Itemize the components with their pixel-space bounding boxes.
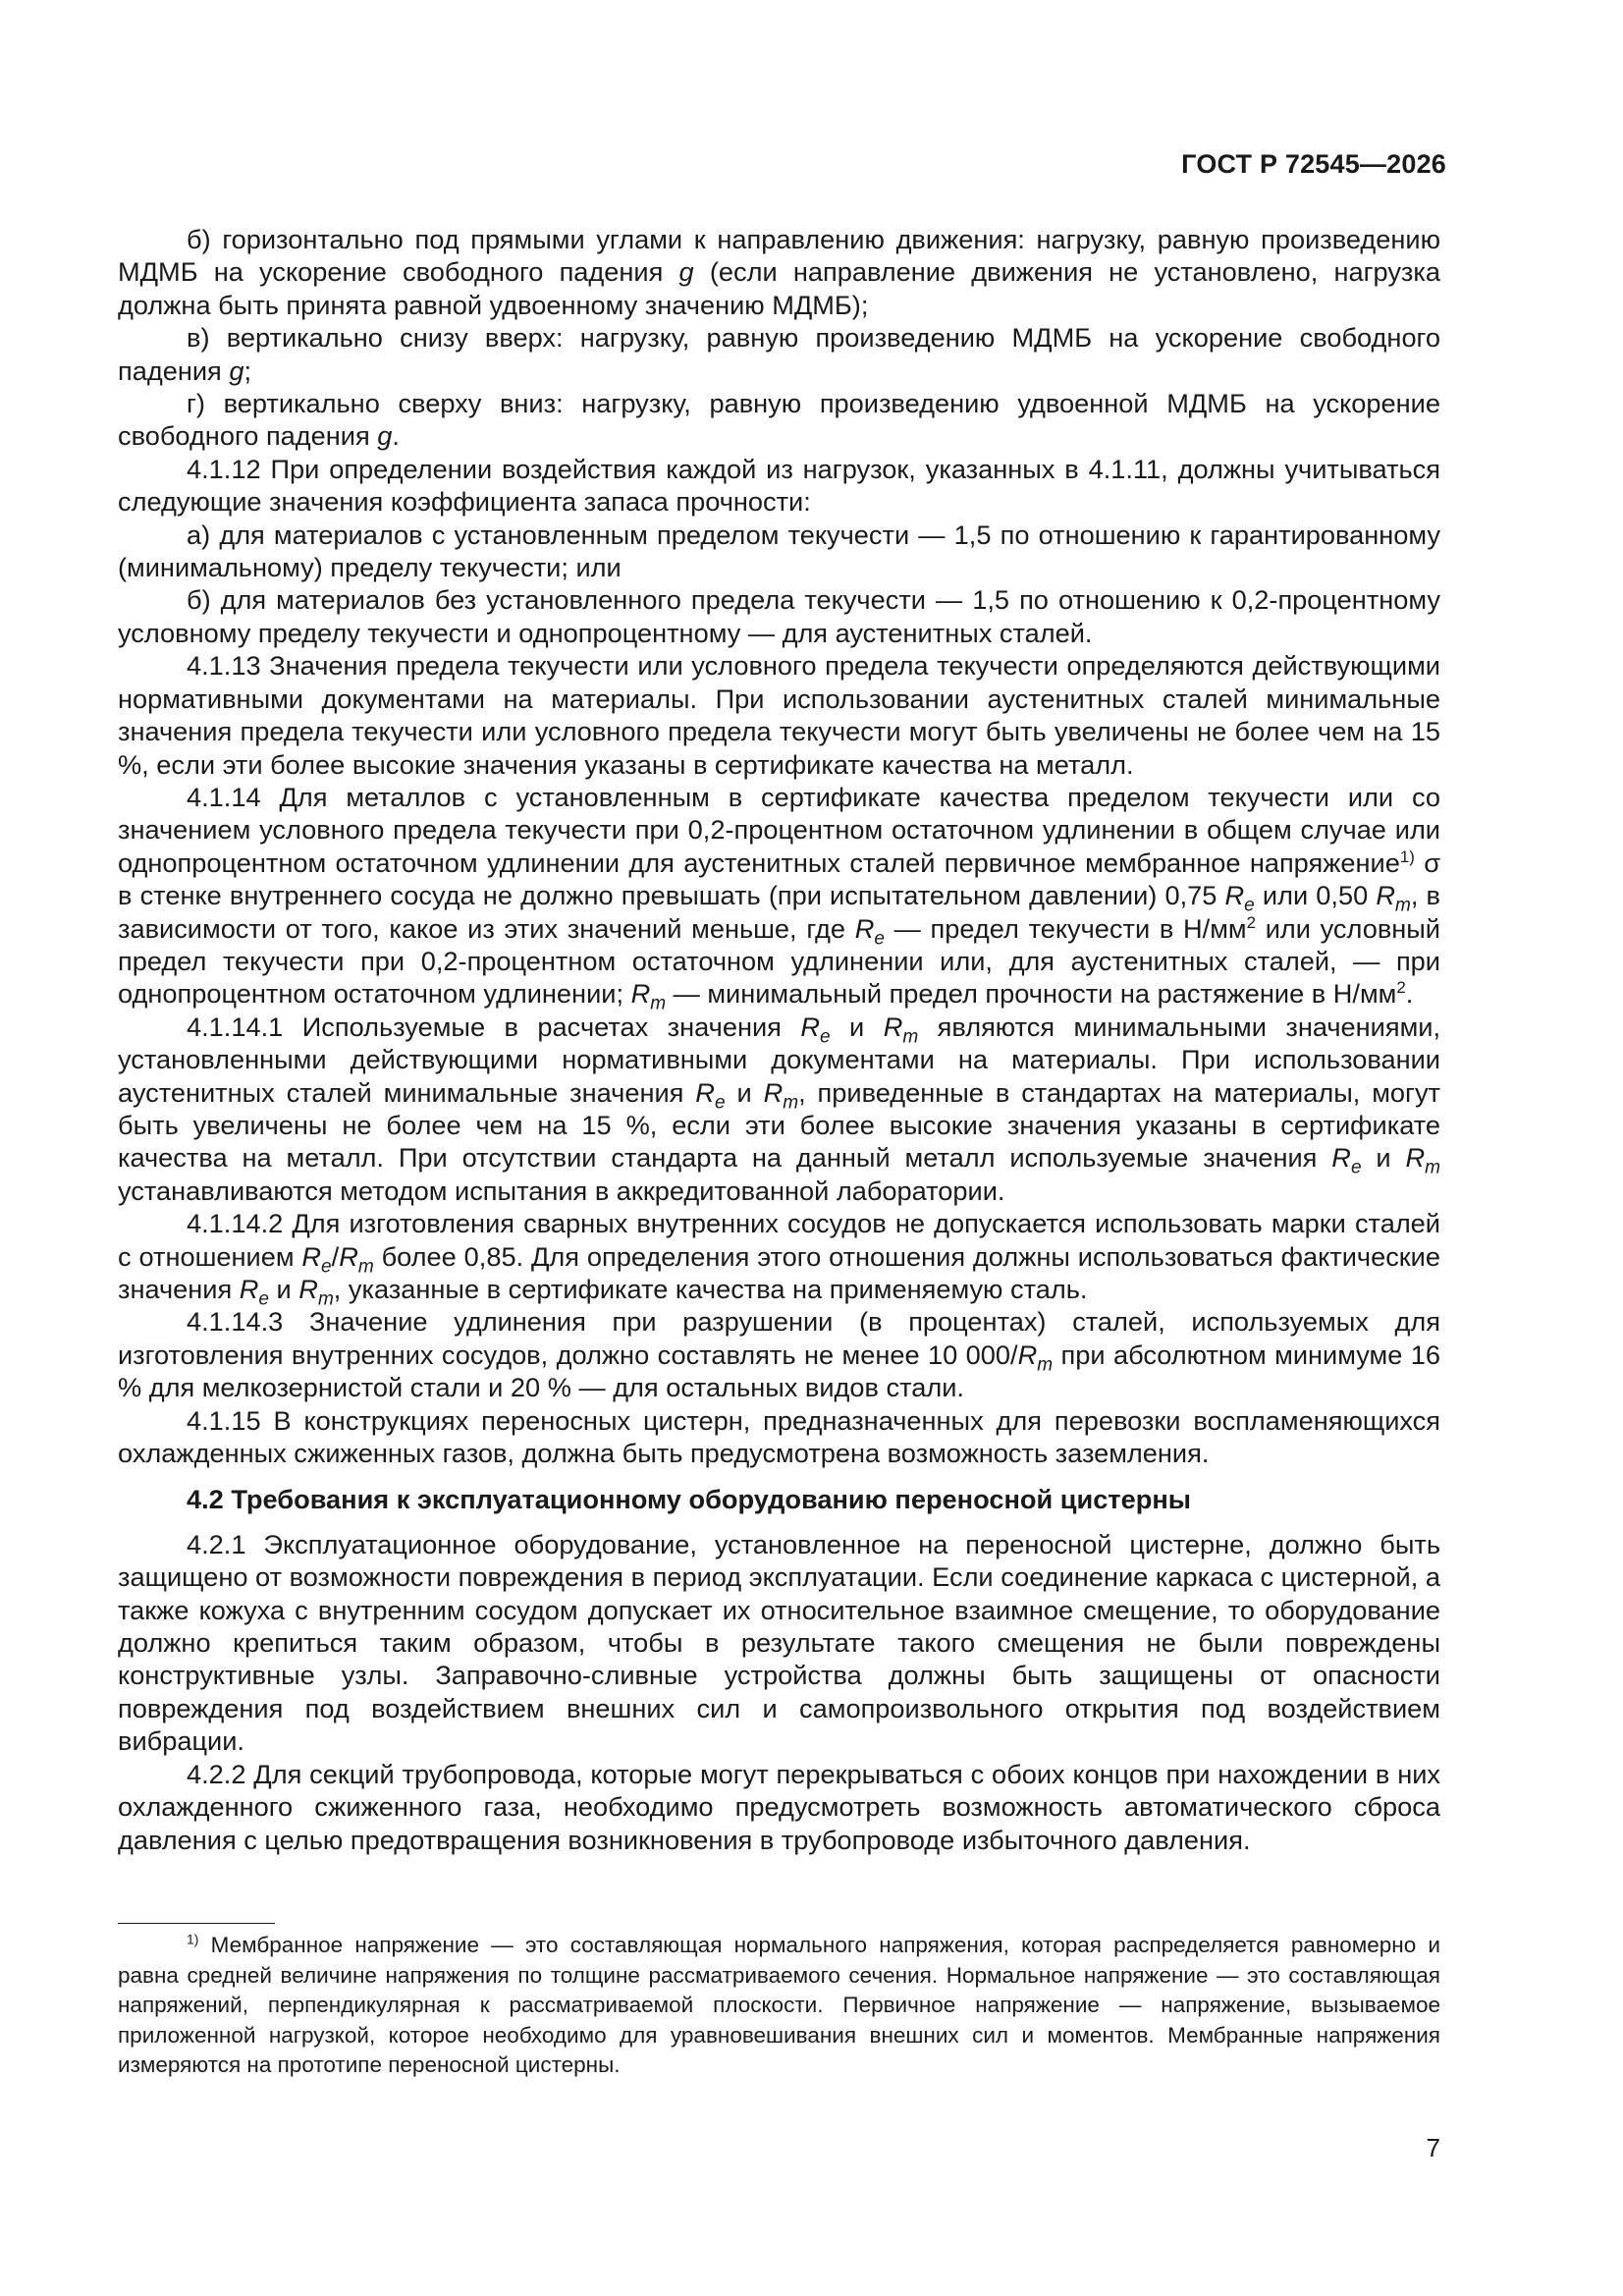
- subscript-e: e: [874, 927, 885, 949]
- footnote-marker: 1): [187, 1931, 199, 1947]
- symbol-r: R: [883, 1011, 903, 1042]
- text-run: σ в стенке внутреннего сосуда не должно превышать (при испытательном давлении) 0,75: [118, 847, 1440, 911]
- text-run: и: [830, 1011, 884, 1042]
- subscript-m: m: [650, 993, 667, 1014]
- symbol-r: R: [630, 978, 651, 1010]
- text-run: /: [331, 1240, 340, 1272]
- subscript-m: m: [1394, 895, 1411, 916]
- superscript-2: 2: [1246, 912, 1256, 932]
- text-run: — минимальный предел прочности на растяжение в Н/мм: [666, 978, 1397, 1010]
- symbol-r: R: [1405, 1142, 1426, 1174]
- symbol-r: R: [239, 1274, 259, 1304]
- text-run: , в зависимости от того, какое из этих значений меньше, где: [118, 880, 1440, 944]
- text-run: или 0,50: [1254, 880, 1377, 911]
- paragraph: [118, 1305, 1440, 1403]
- symbol-r: R: [298, 1274, 318, 1304]
- footnote-text: Мембранное напряжение — это составляющая нормального напряжения, которая распределяется равномерно и равна средней величине напряжения по толщине рассматриваемого сечения. Нормальное напряжение — это составляющая напряжений, перпендикулярная к рассматриваемой плоскости. Первичное напряжение — напряжение, вызываемое приложенной нагрузкой, которое необходимо для уравновешивания внешних сил и моментов. Мембранные напряжения измеряются на прототипе переносной цистерны.: [118, 1933, 1440, 2077]
- footnote: [118, 1931, 1440, 2081]
- paragraph: [118, 1011, 1440, 1207]
- text-run: 4.1.14.1 Используемые в расчетах значения: [187, 1011, 801, 1042]
- text-run: являются минимальными значениями, установленными действующими нормативными документами на материалы. При использовании аустенитных сталей минимальные значения: [118, 1011, 1440, 1108]
- symbol-r: R: [339, 1240, 358, 1272]
- symbol-r: R: [763, 1076, 784, 1108]
- symbol-r: R: [854, 912, 875, 944]
- paragraph: [118, 321, 1440, 387]
- text-run: при абсолютном минимуме 16 % для мелкозернистой стали и 20 % — для остальных видов стали.: [118, 1339, 1440, 1403]
- paragraph: [118, 387, 1440, 453]
- variable-g: g: [229, 355, 244, 386]
- text-run: устанавливаются методом испытания в аккредитованной лаборатории.: [118, 1175, 1005, 1206]
- symbol-r: R: [695, 1076, 715, 1108]
- text-run: ;: [243, 355, 251, 386]
- footnote-separator: [118, 1923, 275, 1924]
- subscript-e: e: [1244, 895, 1255, 916]
- text-run: (если направление движения не установлено, нагрузка должна быть принята равной удвоенному значению МДМБ);: [118, 256, 1440, 320]
- paragraph: б) для материалов без установленного предела текучести — 1,5 по отношению к 0,2-процентному условному пределу текучести и однопроцентному — для аустенитных сталей.: [118, 584, 1440, 648]
- text-run: .: [1405, 978, 1414, 1010]
- text-run: или условный предел текучести при 0,2-процентном остаточном удлинении или, для аустенитных сталей, — при однопроцентном остаточном удлинении;: [118, 912, 1440, 1010]
- document-body: [118, 223, 1440, 1856]
- text-run: — предел текучести в Н/мм: [884, 912, 1247, 944]
- section-heading: 4.2 Требования к эксплуатационному оборудованию переносной цистерны: [187, 1484, 1191, 1515]
- symbol-r: R: [301, 1240, 322, 1272]
- text-run: и: [1361, 1142, 1406, 1174]
- text-run: , приведенные в стандартах на материалы, могут быть увеличены не более чем на 15 %, если эти более высокие значения указаны в сертификате качества на металл. При отсутствии стандарта на данный металл используемые значения: [118, 1076, 1440, 1174]
- paragraph: [118, 223, 1440, 321]
- subscript-e: e: [321, 1256, 332, 1278]
- paragraph: [118, 1207, 1440, 1310]
- superscript-2: 2: [1396, 978, 1406, 998]
- text-run: более 0,85. Для определения этого отношения должны использоваться фактические значения: [118, 1240, 1440, 1304]
- text-run: .: [392, 420, 400, 452]
- paragraph: 4.1.15 В конструкциях переносных цистерн, предназначенных для перевозки воспламеняющихся охлажденных сжиженных газов, должна быть предусмотрена возможность заземления.: [118, 1404, 1440, 1469]
- symbol-r: R: [800, 1011, 820, 1042]
- text-run: 4.1.14.3 Значение удлинения при разрушении (в процентах) сталей, используемых для изготовления внутренних сосудов, должно составлять не менее 10 000/: [118, 1306, 1440, 1370]
- paragraph: 4.1.12 При определении воздействия каждой из нагрузок, указанных в 4.1.11, должны учитываться следующие значения коэффициента запаса прочности:: [118, 453, 1440, 518]
- text-run: б) горизонтально под прямыми углами к направлению движения: нагрузку, равную произведению МДМБ на ускорение свободного падения: [118, 224, 1440, 288]
- text-run: в) вертикально снизу вверх: нагрузку, равную произведению МДМБ на ускорение свободного падения: [118, 322, 1440, 386]
- paragraph: а) для материалов с установленным пределом текучести — 1,5 по отношению к гарантированному (минимальному) пределу текучести; или: [118, 519, 1440, 583]
- subscript-m: m: [317, 1288, 334, 1310]
- document-code-header: ГОСТ Р 72545—2026: [1181, 149, 1446, 179]
- text-run: г) вертикально сверху вниз: нагрузку, равную произведению удвоенной МДМБ на ускорение свободного падения: [118, 388, 1440, 452]
- symbol-r: R: [1224, 880, 1245, 911]
- variable-g: g: [377, 420, 393, 452]
- text-run: 4.1.14 Для металлов с установленным в сертификате качества пределом текучести или со значением условного предела текучести при 0,2-процентном остаточном удлинении в общем случае или однопроцентном остаточном удлинении для аустенитных сталей первичное мембранное напряжение: [118, 781, 1440, 878]
- symbol-r: R: [1376, 880, 1395, 911]
- symbol-r: R: [1017, 1339, 1038, 1370]
- symbol-r: R: [1331, 1142, 1351, 1174]
- subscript-e: e: [714, 1092, 726, 1113]
- subscript-m: m: [902, 1026, 919, 1048]
- page-number: 7: [1426, 2133, 1440, 2162]
- paragraph: 4.1.13 Значения предела текучести или условного предела текучести определяются действующими нормативными документами на материалы. При использовании аустенитных сталей минимальные значения предела текучести или условного предела текучести могут быть увеличены не более чем на 15 %, если эти более высокие значения указаны в сертификате качества на металл.: [118, 650, 1440, 780]
- paragraph: 4.2.2 Для секций трубопровода, которые могут перекрываться с обоих концов при нахождении в них охлажденного сжиженного газа, необходимо предусмотреть возможность автоматического сброса давления с целью предотвращения возникновения в трубопроводе избыточного давления.: [118, 1758, 1440, 1855]
- subscript-m: m: [783, 1092, 799, 1113]
- paragraph: [118, 781, 1440, 1014]
- footnotes: [118, 1931, 1440, 2081]
- subscript-e: e: [1350, 1157, 1362, 1178]
- text-run: 4.1.14.2 Для изготовления сварных внутренних сосудов не допускается использовать марки сталей с отношением: [118, 1208, 1440, 1272]
- paragraph: 4.2.1 Эксплуатационное оборудование, установленное на переносной цистерне, должно быть защищено от возможности повреждения в период эксплуатации. Если соединение каркаса с цистерной, а также кожуха с внутренним сосудом допускает их относительное взаимное смещение, то оборудование должно крепиться таким образом, чтобы в результате такого смещения не были повреждены конструктивные узлы. Заправочно-сливные устройства должны быть защищены от опасности повреждения под воздействием внешних сил и самопроизвольного открытия под воздействием вибрации.: [118, 1528, 1440, 1757]
- footnote-reference: 1): [1399, 847, 1415, 866]
- subscript-m: m: [1037, 1354, 1054, 1376]
- subscript-e: e: [258, 1288, 269, 1310]
- subscript-m: m: [357, 1256, 374, 1278]
- text-run: и: [725, 1076, 764, 1108]
- subscript-e: e: [820, 1026, 831, 1048]
- text-run: , указанные в сертификате качества на применяемую сталь.: [333, 1274, 1088, 1304]
- text-run: и: [269, 1274, 299, 1304]
- variable-g: g: [678, 256, 694, 288]
- subscript-m: m: [1425, 1157, 1440, 1178]
